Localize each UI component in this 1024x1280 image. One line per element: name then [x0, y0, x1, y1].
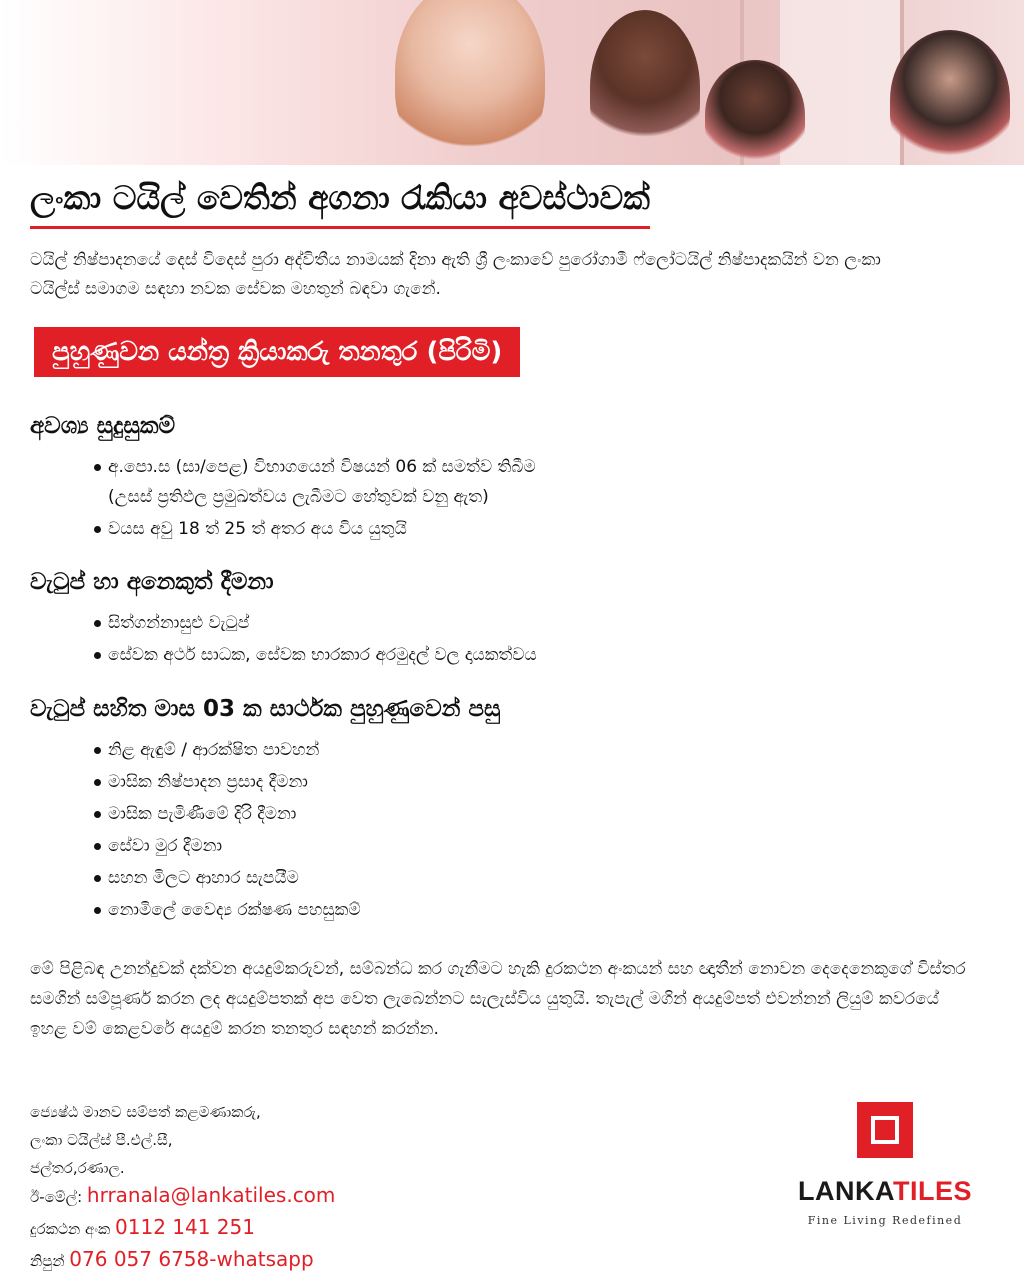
list-item	[108, 863, 930, 893]
address-line: ජ්‍යෙෂ්ඨ මානව සම්පත් කළමණාකරු,	[30, 1103, 261, 1121]
logo-brand-a: LANKA	[798, 1176, 893, 1206]
list-item-text: සහන මිලට ආහාර සැපයීම	[108, 868, 299, 888]
benefits-list	[30, 608, 930, 670]
list-item	[108, 452, 930, 512]
list-item-text: නොමිලේ වෛද්‍ය රක්ෂණ පහසුකම්	[108, 900, 361, 920]
logo-wordmark	[790, 1176, 980, 1207]
contact-label: දුරකථන අංක	[30, 1220, 116, 1238]
section-qualifications	[30, 410, 930, 546]
section-salary-benefits	[30, 566, 930, 672]
list-item	[108, 640, 930, 670]
title-wrap	[30, 178, 650, 229]
closing-paragraph: මේ පිළිබඳ උනන්දුවක් දක්වන අයදුම්කරුවන්, සම්බන්ධ කර ගැනීමට හැකි දුරකථන අංකයන් සහ ඥාතීන් නොවන දෙදෙනෙකුගේ විස්තර සමගින් සම්පූර්ණ කරන ලද අයදුම්පතක් අප වෙත ලැබෙන්නට සැලැස්විය යුතුයි. තැපැල් මගින් අයදුම්පත් එවන්නන් ලියුම් කවරයේ ඉහළ වම් කෙළවරේ අයදුම් කරන තනතුර සඳහන් කරන්න.	[30, 959, 966, 1039]
section-heading: වැටුප් හා අනෙකුත් දීමනා	[30, 569, 274, 595]
address-line: ජල්තර,රණාල.	[30, 1159, 125, 1177]
intro-paragraph: ටයිල් නිෂ්පාදනයේ දෙස් විදෙස් පුරා අද්විතීය නාමයක් දිනා ඇති ශ්‍රී ලංකාවේ පුරෝගාමී ෆ්ලෝටයිල් නිෂ්පාදකයින් වන ලංකා ටයිල්ස් සමාගම සඳහා නවක සේවක මහතුන් බඳවා ගැනේ.	[30, 250, 881, 299]
phone-link[interactable]: 0112 141 251	[115, 1215, 255, 1239]
list-item-text: නිළ ඇඳුම් / ආරක්ෂිත පාවහන්	[108, 740, 320, 760]
hero-person-woman	[395, 0, 545, 165]
section-after-training	[30, 693, 930, 927]
contact-phone-row	[30, 1212, 335, 1244]
lankatiles-logo	[790, 1102, 980, 1232]
contact-label: ඊ-මේල්:	[30, 1188, 87, 1206]
logo-square-icon	[857, 1102, 913, 1158]
contact-whatsapp-row	[30, 1244, 335, 1276]
qualifications-list	[30, 452, 930, 544]
list-item	[108, 831, 930, 861]
logo-brand-b: TILES	[892, 1176, 972, 1206]
list-item-text: සේවා මුර දීමනා	[108, 836, 223, 856]
hero-person-woman2	[705, 60, 805, 165]
hero-person-man2	[890, 30, 1010, 165]
after-training-list	[30, 735, 930, 925]
list-item	[108, 895, 930, 925]
list-item-text: වයස අවු 18 ත් 25 ත් අතර අය විය යුතුයි	[108, 519, 407, 539]
contact-details	[30, 1180, 335, 1276]
job-title-banner: පුහුණුවන යන්ත්‍ර ක්‍රියාකරු තනතුර (පිරිමි)	[34, 327, 520, 377]
list-item-text: මාසික නිෂ්පාදන ප්‍රසාද දීමනා	[108, 772, 308, 792]
hero-person-man	[590, 10, 700, 165]
contact-label: නිපුන්	[30, 1252, 70, 1270]
logo-tagline: Fine Living Redefined	[807, 1214, 963, 1227]
address-line: ලංකා ටයිල්ස් පී.එල්.සී,	[30, 1131, 173, 1149]
list-item	[108, 514, 930, 544]
list-item-text: මාසික පැමිණීමේ දිරි දීමනා	[108, 804, 297, 824]
list-item	[108, 608, 930, 638]
list-item-text: සිත්ගන්නාසුළු වැටුප්	[108, 613, 250, 633]
list-item	[108, 767, 930, 797]
list-item	[108, 799, 930, 829]
postal-address	[30, 1098, 261, 1182]
whatsapp-link[interactable]: 076 057 6758-whatsapp	[69, 1247, 314, 1271]
email-link[interactable]: hrranala@lankatiles.com	[86, 1183, 336, 1207]
contact-email-row	[30, 1180, 335, 1212]
list-item-subtext: (උසස් ප්‍රතිඵල ප්‍රමුඛත්වය ලැබීමට හේතුවක් වනු ඇත)	[108, 487, 489, 507]
section-heading: අවශ්‍ය සුදුසුකම්	[30, 413, 176, 439]
list-item-text: අ.පො.ස (සා/පෙළ) විභාගයෙන් විෂයන් 06 ක් සමත්ව තිබීම	[108, 457, 536, 477]
hero-photo	[0, 0, 1024, 165]
page-title: ලංකා ටයිල් වෙතින් අගනා රැකියා අවස්ථාවක්	[30, 178, 650, 229]
section-heading: වැටුප් සහිත මාස 03 ක සාර්ථක පුහුණුවෙන් පසු	[30, 696, 501, 722]
list-item	[108, 735, 930, 765]
list-item-text: සේවක අර්ථ සාධක, සේවක භාරකාර අරමුදල් වල දායකත්වය	[108, 645, 537, 665]
